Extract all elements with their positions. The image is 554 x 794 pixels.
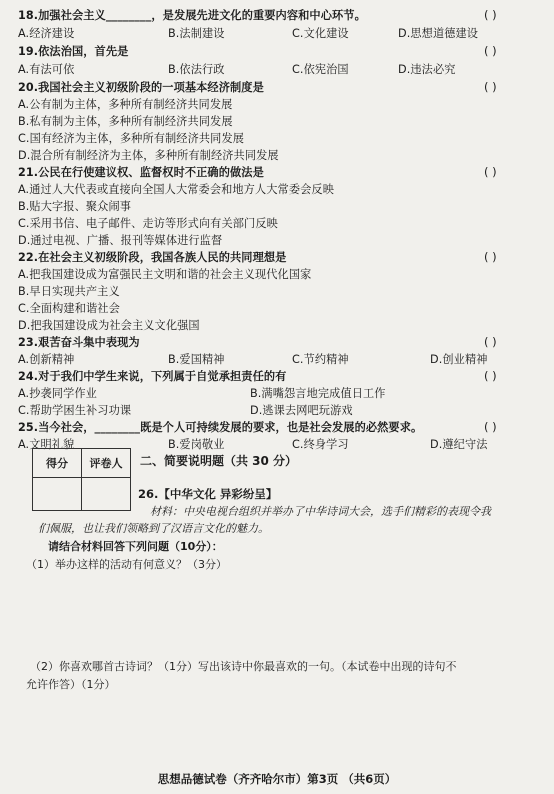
score-cell[interactable] (33, 478, 82, 511)
score-header: 得分 (33, 449, 82, 478)
option-d: D.创业精神 (430, 353, 488, 366)
question-18-stem: 18.加强社会主义________，是发展先进文化的重要内容和中心环节。 (18, 9, 366, 22)
question-25-stem: 25.当今社会，________既是个人可持续发展的要求，也是社会发展的必然要求。 (18, 421, 423, 434)
option-d: D.违法必究 (398, 63, 456, 76)
option-b: B.法制建设 (168, 27, 225, 40)
option-c: C.终身学习 (292, 438, 349, 451)
question-22-option-d: D.把我国建设成为社会主义文化强国 (18, 319, 200, 332)
question-20-answer-bracket: ( ) (484, 80, 497, 94)
question-19-answer-bracket: ( ) (484, 44, 497, 58)
score-table (32, 448, 131, 511)
question-21-option-b: B.贴大字报、聚众闹事 (18, 200, 132, 213)
option-b: B.爱国精神 (168, 353, 225, 366)
option-d: D.逃课去网吧玩游戏 (250, 404, 353, 417)
grader-cell[interactable] (82, 478, 131, 511)
question-26-title: 26.【中华文化 异彩纷呈】 (138, 487, 278, 501)
question-22-answer-bracket: ( ) (484, 250, 497, 264)
section-2-title: 二、简要说明题（共 30 分） (140, 454, 298, 468)
option-d: D.遵纪守法 (430, 438, 488, 451)
question-26-material-line2: 们佩服，也让我们领略到了汉语言文化的魅力。 (38, 522, 269, 535)
option-c: C.节约精神 (292, 353, 349, 366)
question-26-sub1: （1）举办这样的活动有何意义？（3分） (26, 558, 227, 571)
question-20-option-c: C.国有经济为主体，多种所有制经济共同发展 (18, 132, 245, 145)
question-22-stem: 22.在社会主义初级阶段，我国各族人民的共同理想是 (18, 251, 287, 264)
option-b: B.爱岗敬业 (168, 438, 225, 451)
option-a: A.创新精神 (18, 353, 75, 366)
option-a: A.经济建设 (18, 27, 75, 40)
question-21-option-d: D.通过电视、广播、报刊等媒体进行监督 (18, 234, 223, 247)
question-18-answer-bracket: ( ) (484, 8, 497, 22)
question-20-option-a: A.公有制为主体，多种所有制经济共同发展 (18, 98, 233, 111)
question-20-stem: 20.我国社会主义初级阶段的一项基本经济制度是 (18, 81, 264, 94)
question-24-answer-bracket: ( ) (484, 369, 497, 383)
option-a: A.文明礼貌 (18, 438, 75, 451)
question-22-option-c: C.全面构建和谐社会 (18, 302, 120, 315)
option-d: D.思想道德建设 (398, 27, 479, 40)
question-22-option-b: B.早日实现共产主义 (18, 285, 120, 298)
question-23-answer-bracket: ( ) (484, 335, 497, 349)
question-23-stem: 23.艰苦奋斗集中表现为 (18, 336, 140, 349)
option-b: B.依法行政 (168, 63, 225, 76)
question-20-option-d: D.混合所有制经济为主体，多种所有制经济共同发展 (18, 149, 279, 162)
option-c: C.文化建设 (292, 27, 349, 40)
option-a: A.抄袭同学作业 (18, 387, 97, 400)
question-26-material-line1: 材料：中央电视台组织并举办了中华诗词大会，选手们精彩的表现令我 (150, 505, 491, 518)
option-b: B.满嘴怨言地完成值日工作 (250, 387, 386, 400)
question-21-stem: 21.公民在行使建议权、监督权时不正确的做法是 (18, 166, 264, 179)
option-a: A.有法可依 (18, 63, 75, 76)
option-c: C.帮助学困生补习功课 (18, 404, 132, 417)
question-26-instruction: 请结合材料回答下列问题（10分）： (48, 540, 223, 553)
question-25-answer-bracket: ( ) (484, 420, 497, 434)
question-21-answer-bracket: ( ) (484, 165, 497, 179)
question-21-option-c: C.采用书信、电子邮件、走访等形式向有关部门反映 (18, 217, 278, 230)
grader-header: 评卷人 (82, 449, 131, 478)
question-20-option-b: B.私有制为主体，多种所有制经济共同发展 (18, 115, 233, 128)
question-22-option-a: A.把我国建设成为富强民主文明和谐的社会主义现代化国家 (18, 268, 312, 281)
option-c: C.依宪治国 (292, 63, 349, 76)
question-21-option-a: A.通过人大代表或直接向全国人大常委会和地方人大常委会反映 (18, 183, 334, 196)
question-19-stem: 19.依法治国，首先是 (18, 45, 129, 58)
question-26-sub2-line1: （2）你喜欢哪首古诗词？（1分）写出该诗中你最喜欢的一句。（本试卷中出现的诗句不 (30, 660, 457, 673)
question-26-sub2-line2: 允许作答）（1分） (26, 678, 116, 691)
page-footer: 思想品德试卷（齐齐哈尔市）第3页 （共6页） (157, 772, 397, 786)
question-24-stem: 24.对于我们中学生来说，下列属于自觉承担责任的有 (18, 370, 287, 383)
